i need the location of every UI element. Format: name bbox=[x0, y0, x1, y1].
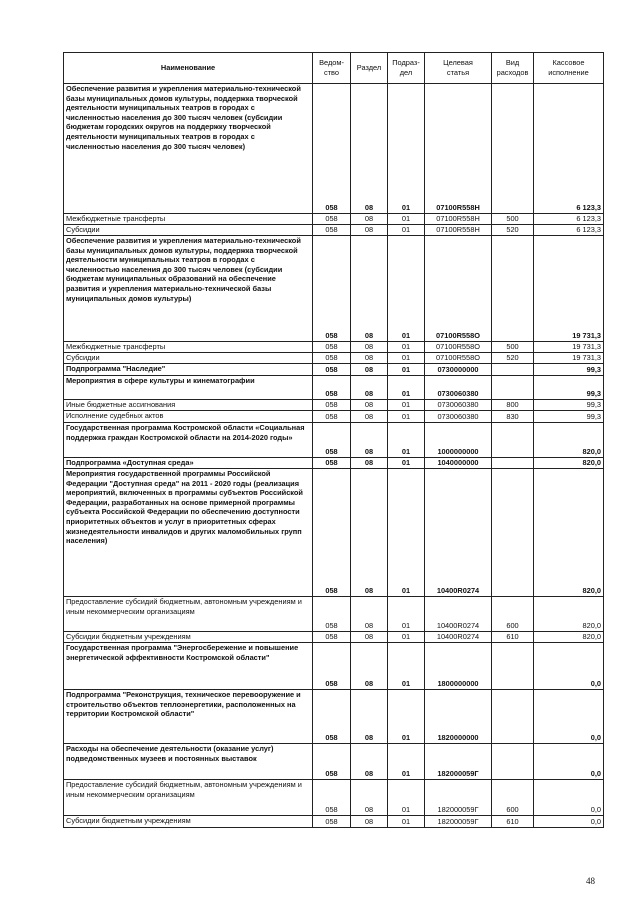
cell-name: Обеспечение развития и укрепления материально-технической базы муниципальных домов культуры, поддержка творческой деятельности муниципальных театров в городах с численностью населения до 300 тысяч человек (субсидии бюджетам муниципальных образований на обеспечение развития и укрепления материально-технической базы муниципальных домов культуры) bbox=[64, 236, 313, 342]
cell-name: Межбюджетные трансферты bbox=[64, 342, 313, 353]
header-target: Целевая статья bbox=[425, 53, 492, 84]
cell-podrazdel: 01 bbox=[388, 376, 425, 400]
cell-ved: 058 bbox=[313, 643, 351, 690]
cell-vid bbox=[492, 376, 534, 400]
cell-target: 10400R0274 bbox=[425, 597, 492, 632]
cell-podrazdel: 01 bbox=[388, 236, 425, 342]
cell-sum: 0,0 bbox=[534, 744, 604, 780]
cell-name: Субсидии бюджетным учреждениям bbox=[64, 816, 313, 828]
cell-ved: 058 bbox=[313, 353, 351, 364]
cell-sum: 820,0 bbox=[534, 458, 604, 469]
cell-ved: 058 bbox=[313, 597, 351, 632]
table-row bbox=[64, 236, 604, 342]
cell-vid bbox=[492, 84, 534, 214]
table-row bbox=[64, 423, 604, 458]
table-row bbox=[64, 744, 604, 780]
cell-vid bbox=[492, 236, 534, 342]
cell-target: 07100R558О bbox=[425, 236, 492, 342]
cell-razdel: 08 bbox=[351, 632, 388, 643]
header-kass: Кассовое исполнение bbox=[534, 53, 604, 84]
cell-sum: 0,0 bbox=[534, 643, 604, 690]
cell-name: Подпрограмма "Реконструкция, техническое перевооружение и строительство объектов теплоэнергетики, расположенных на территории Костромской области" bbox=[64, 690, 313, 744]
table-row bbox=[64, 364, 604, 376]
cell-sum: 19 731,3 bbox=[534, 236, 604, 342]
cell-ved: 058 bbox=[313, 236, 351, 342]
cell-name: Исполнение судебных актов bbox=[64, 411, 313, 423]
cell-vid bbox=[492, 423, 534, 458]
cell-vid: 500 bbox=[492, 342, 534, 353]
cell-ved: 058 bbox=[313, 780, 351, 816]
cell-target: 1000000000 bbox=[425, 423, 492, 458]
cell-target: 07100R558Н bbox=[425, 214, 492, 225]
cell-target: 07100R558О bbox=[425, 342, 492, 353]
table-row bbox=[64, 597, 604, 632]
header-name: Наименование bbox=[64, 53, 313, 84]
cell-podrazdel: 01 bbox=[388, 225, 425, 236]
table-row bbox=[64, 780, 604, 816]
table-row bbox=[64, 342, 604, 353]
cell-sum: 820,0 bbox=[534, 597, 604, 632]
cell-vid bbox=[492, 690, 534, 744]
cell-sum: 99,3 bbox=[534, 364, 604, 376]
cell-razdel: 08 bbox=[351, 364, 388, 376]
cell-vid: 500 bbox=[492, 214, 534, 225]
cell-name: Обеспечение развития и укрепления материально-технической базы муниципальных домов культуры, поддержка творческой деятельности муниципальных театров в городах с численностью населения до 300 тысяч человек (субсидии бюджетам городских округов на поддержку творческой деятельности муниципальных театров в городах с численностью населения до 300 тысяч человек) bbox=[64, 84, 313, 214]
cell-vid: 800 bbox=[492, 400, 534, 411]
table-row bbox=[64, 411, 604, 423]
cell-name: Иные бюджетные ассигнования bbox=[64, 400, 313, 411]
table-row bbox=[64, 458, 604, 469]
cell-target: 182000059Г bbox=[425, 816, 492, 828]
cell-ved: 058 bbox=[313, 400, 351, 411]
cell-target: 0730060380 bbox=[425, 400, 492, 411]
cell-vid: 520 bbox=[492, 353, 534, 364]
cell-razdel: 08 bbox=[351, 225, 388, 236]
cell-ved: 058 bbox=[313, 214, 351, 225]
header-ved: Ведом- ство bbox=[313, 53, 351, 84]
cell-target: 0730060380 bbox=[425, 411, 492, 423]
table-row bbox=[64, 690, 604, 744]
cell-target: 182000059Г bbox=[425, 780, 492, 816]
header-vid: Вид расходов bbox=[492, 53, 534, 84]
table-row bbox=[64, 353, 604, 364]
cell-sum: 820,0 bbox=[534, 632, 604, 643]
cell-sum: 0,0 bbox=[534, 690, 604, 744]
table-row bbox=[64, 469, 604, 597]
cell-vid: 610 bbox=[492, 632, 534, 643]
cell-podrazdel: 01 bbox=[388, 364, 425, 376]
cell-razdel: 08 bbox=[351, 816, 388, 828]
cell-razdel: 08 bbox=[351, 597, 388, 632]
cell-name: Субсидии бюджетным учреждениям bbox=[64, 632, 313, 643]
cell-name: Подпрограмма «Доступная среда» bbox=[64, 458, 313, 469]
cell-target: 0730000000 bbox=[425, 364, 492, 376]
table-row bbox=[64, 225, 604, 236]
cell-sum: 19 731,3 bbox=[534, 353, 604, 364]
cell-ved: 058 bbox=[313, 816, 351, 828]
table-row bbox=[64, 643, 604, 690]
cell-ved: 058 bbox=[313, 744, 351, 780]
cell-sum: 6 123,3 bbox=[534, 84, 604, 214]
cell-podrazdel: 01 bbox=[388, 400, 425, 411]
cell-ved: 058 bbox=[313, 225, 351, 236]
cell-podrazdel: 01 bbox=[388, 632, 425, 643]
cell-target: 0730060380 bbox=[425, 376, 492, 400]
cell-name: Мероприятия государственной программы Российской Федерации "Доступная среда" на 2011 - 2020 годы (реализация мероприятий, включенных в программы субъектов Российской Федерации, разработанных на основе примерной программы субъекта Российской Федерации по обеспечению доступности приоритетных объектов и услуг в приоритетных сферах жизнедеятельности инвалидов и других маломобильных групп населения) bbox=[64, 469, 313, 597]
cell-ved: 058 bbox=[313, 376, 351, 400]
cell-name: Государственная программа "Энергосбережение и повышение энергетической эффективности Костромской области" bbox=[64, 643, 313, 690]
cell-name: Расходы на обеспечение деятельности (оказание услуг) подведомственных музеев и постоянных выставок bbox=[64, 744, 313, 780]
cell-razdel: 08 bbox=[351, 236, 388, 342]
cell-vid: 600 bbox=[492, 597, 534, 632]
cell-podrazdel: 01 bbox=[388, 469, 425, 597]
cell-podrazdel: 01 bbox=[388, 643, 425, 690]
cell-razdel: 08 bbox=[351, 376, 388, 400]
cell-name: Предоставление субсидий бюджетным, автономным учреждениям и иным некоммерческим организациям bbox=[64, 597, 313, 632]
cell-podrazdel: 01 bbox=[388, 780, 425, 816]
cell-ved: 058 bbox=[313, 423, 351, 458]
cell-name: Подпрограмма "Наследие" bbox=[64, 364, 313, 376]
cell-podrazdel: 01 bbox=[388, 816, 425, 828]
cell-ved: 058 bbox=[313, 84, 351, 214]
cell-target: 10400R0274 bbox=[425, 469, 492, 597]
cell-razdel: 08 bbox=[351, 84, 388, 214]
cell-razdel: 08 bbox=[351, 744, 388, 780]
cell-sum: 0,0 bbox=[534, 816, 604, 828]
cell-sum: 99,3 bbox=[534, 411, 604, 423]
cell-vid: 610 bbox=[492, 816, 534, 828]
table-row bbox=[64, 400, 604, 411]
cell-name: Предоставление субсидий бюджетным, автономным учреждениям и иным некоммерческим организациям bbox=[64, 780, 313, 816]
cell-vid: 520 bbox=[492, 225, 534, 236]
cell-ved: 058 bbox=[313, 411, 351, 423]
cell-razdel: 08 bbox=[351, 458, 388, 469]
cell-sum: 0,0 bbox=[534, 780, 604, 816]
cell-name: Мероприятия в сфере культуры и кинематографии bbox=[64, 376, 313, 400]
cell-ved: 058 bbox=[313, 364, 351, 376]
cell-podrazdel: 01 bbox=[388, 744, 425, 780]
cell-sum: 820,0 bbox=[534, 423, 604, 458]
cell-target: 1800000000 bbox=[425, 643, 492, 690]
cell-ved: 058 bbox=[313, 458, 351, 469]
cell-vid bbox=[492, 458, 534, 469]
cell-target: 10400R0274 bbox=[425, 632, 492, 643]
cell-ved: 058 bbox=[313, 690, 351, 744]
cell-podrazdel: 01 bbox=[388, 597, 425, 632]
cell-target: 07100R558Н bbox=[425, 84, 492, 214]
budget-sheet bbox=[63, 52, 603, 828]
page-number: 48 bbox=[586, 876, 595, 886]
cell-sum: 6 123,3 bbox=[534, 225, 604, 236]
cell-sum: 820,0 bbox=[534, 469, 604, 597]
cell-ved: 058 bbox=[313, 342, 351, 353]
cell-sum: 99,3 bbox=[534, 376, 604, 400]
cell-vid: 830 bbox=[492, 411, 534, 423]
cell-razdel: 08 bbox=[351, 411, 388, 423]
cell-vid bbox=[492, 364, 534, 376]
cell-razdel: 08 bbox=[351, 400, 388, 411]
cell-razdel: 08 bbox=[351, 423, 388, 458]
table-header-row bbox=[64, 53, 604, 84]
cell-podrazdel: 01 bbox=[388, 411, 425, 423]
cell-target: 1820000000 bbox=[425, 690, 492, 744]
cell-podrazdel: 01 bbox=[388, 458, 425, 469]
cell-razdel: 08 bbox=[351, 780, 388, 816]
table-row bbox=[64, 376, 604, 400]
cell-vid bbox=[492, 469, 534, 597]
cell-sum: 6 123,3 bbox=[534, 214, 604, 225]
cell-podrazdel: 01 bbox=[388, 342, 425, 353]
cell-razdel: 08 bbox=[351, 342, 388, 353]
cell-razdel: 08 bbox=[351, 353, 388, 364]
cell-ved: 058 bbox=[313, 469, 351, 597]
cell-target: 182000059Г bbox=[425, 744, 492, 780]
cell-target: 1040000000 bbox=[425, 458, 492, 469]
cell-podrazdel: 01 bbox=[388, 214, 425, 225]
table-row bbox=[64, 214, 604, 225]
cell-ved: 058 bbox=[313, 632, 351, 643]
cell-razdel: 08 bbox=[351, 469, 388, 597]
table-row bbox=[64, 84, 604, 214]
cell-target: 07100R558Н bbox=[425, 225, 492, 236]
cell-name: Государственная программа Костромской области «Социальная поддержка граждан Костромской области на 2014-2020 годы» bbox=[64, 423, 313, 458]
budget-table bbox=[63, 52, 604, 828]
header-podrazdel: Подраз- дел bbox=[388, 53, 425, 84]
cell-podrazdel: 01 bbox=[388, 423, 425, 458]
cell-name: Межбюджетные трансферты bbox=[64, 214, 313, 225]
cell-vid bbox=[492, 744, 534, 780]
cell-razdel: 08 bbox=[351, 214, 388, 225]
cell-sum: 19 731,3 bbox=[534, 342, 604, 353]
cell-target: 07100R558О bbox=[425, 353, 492, 364]
cell-name: Субсидии bbox=[64, 353, 313, 364]
cell-vid: 600 bbox=[492, 780, 534, 816]
cell-razdel: 08 bbox=[351, 690, 388, 744]
cell-podrazdel: 01 bbox=[388, 84, 425, 214]
table-row bbox=[64, 632, 604, 643]
cell-podrazdel: 01 bbox=[388, 353, 425, 364]
cell-sum: 99,3 bbox=[534, 400, 604, 411]
table-row bbox=[64, 816, 604, 828]
cell-razdel: 08 bbox=[351, 643, 388, 690]
header-razdel: Раздел bbox=[351, 53, 388, 84]
table-body bbox=[64, 84, 604, 828]
cell-vid bbox=[492, 643, 534, 690]
cell-name: Субсидии bbox=[64, 225, 313, 236]
cell-podrazdel: 01 bbox=[388, 690, 425, 744]
